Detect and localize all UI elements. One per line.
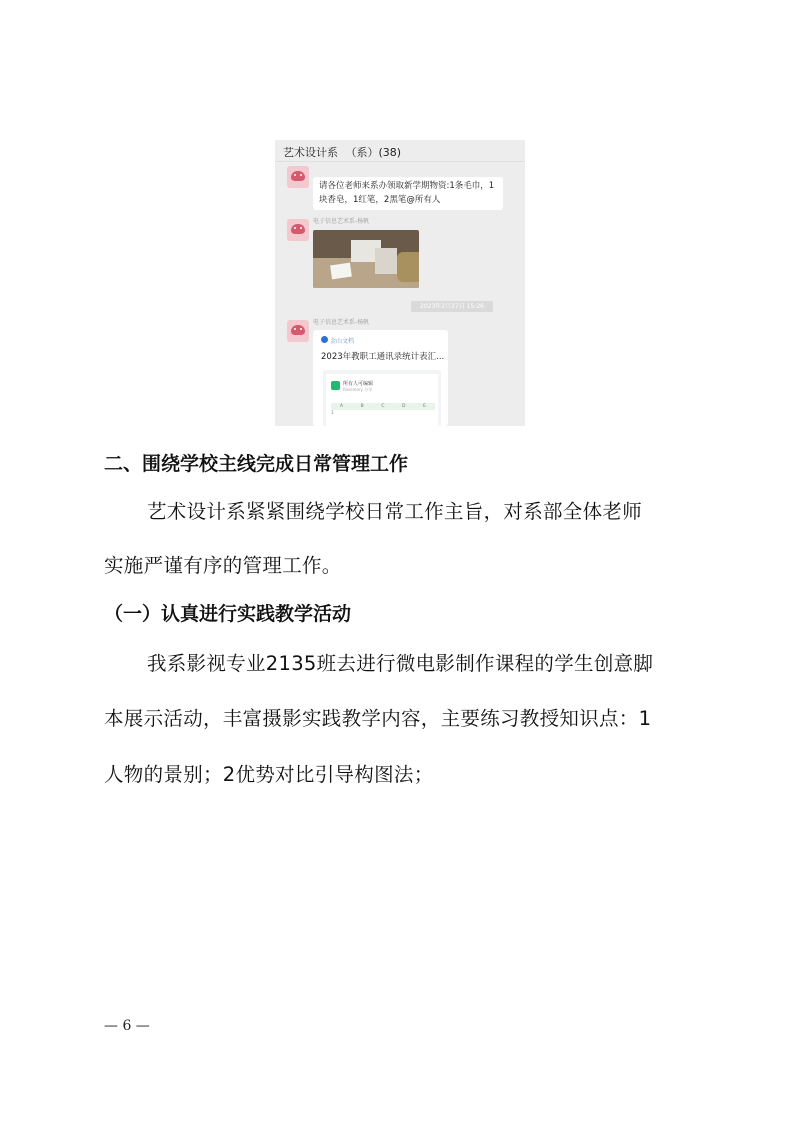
- group-suffix: （系）(38): [345, 146, 402, 159]
- paragraph-line: 人物的景别；2优势对比引导构图法；: [104, 763, 434, 786]
- card-app-label: 金山文档: [330, 338, 355, 345]
- message-timestamp: 2023年2月27日 15:26: [411, 301, 493, 312]
- sheet-column: D: [402, 404, 406, 409]
- sheet-sub: Rosemary 分享: [343, 387, 373, 392]
- sheet-column-headers: [331, 403, 435, 410]
- paragraph-line: 本展示活动，丰富摄影实践教学内容，主要练习教授知识点：1: [104, 707, 652, 730]
- spreadsheet-icon: [331, 381, 340, 390]
- subsection-heading: （一）认真进行实践教学活动: [104, 603, 352, 625]
- sheet-column: A: [339, 404, 343, 409]
- message-sender: 电子信息艺术系-杨帆: [313, 319, 370, 326]
- message-text-line: 请各位老师来系办领取新学期物资:1条毛巾，1: [319, 181, 495, 191]
- card-title: 2023年教职工通讯录统计表汇...: [321, 352, 445, 362]
- message-text-line: 块香皂，1红笔，2黑笔@所有人: [319, 195, 441, 205]
- sheet-row-number: 1: [331, 411, 334, 416]
- card-app-name: [330, 336, 354, 345]
- message-sender: 电子信息艺术系-杨帆: [313, 218, 370, 225]
- kdocs-icon: [321, 336, 328, 343]
- paragraph-line: 艺术设计系紧紧围绕学校日常工作主旨，对系部全体老师: [147, 500, 643, 523]
- page-number: — 6 —: [104, 1018, 150, 1034]
- paragraph-line: 我系影视专业2135班去进行微电影制作课程的学生创意脚: [147, 652, 654, 675]
- chat-header: [275, 140, 525, 162]
- sheet-column: B: [360, 404, 364, 409]
- section-heading: 二、围绕学校主线完成日常管理工作: [104, 453, 409, 475]
- paragraph-line: 实施严谨有序的管理工作。: [104, 554, 342, 577]
- card-preview: [323, 370, 441, 426]
- sheet-name: 所有人可编辑: [343, 381, 374, 387]
- avatar: [287, 219, 309, 241]
- shared-doc-card[interactable]: [313, 330, 448, 426]
- message-photo[interactable]: [313, 230, 419, 288]
- group-title: 艺术设计系: [283, 146, 338, 159]
- avatar: [287, 166, 309, 188]
- avatar: [287, 320, 309, 342]
- message-bubble: [313, 177, 503, 210]
- sheet-column: E: [423, 404, 426, 409]
- sheet-column: C: [381, 404, 385, 409]
